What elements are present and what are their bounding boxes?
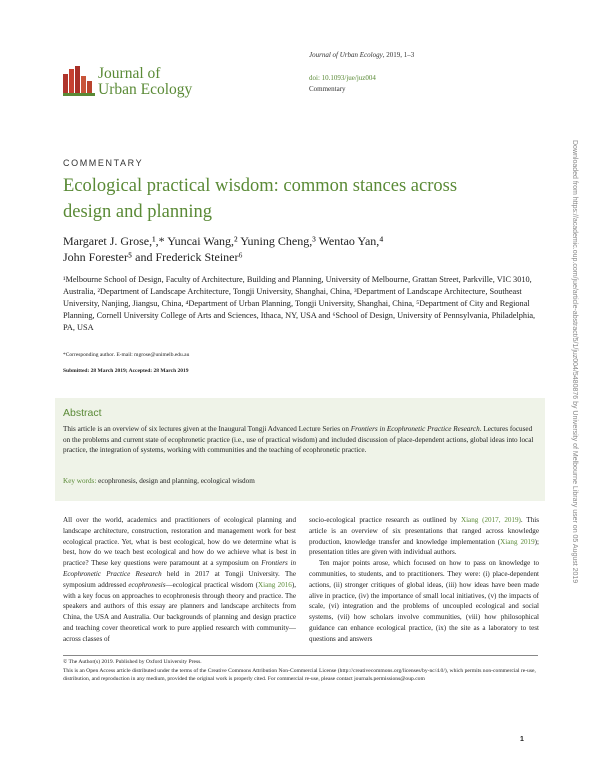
affiliations: ¹Melbourne School of Design, Faculty of Architecture, Building and Planning, University of Melbourne, Grattan Street, Parkville, VIC 3010, Australia, ²Department of Landscape Architecture, Tongji University, Shanghai, China, ³Department of Landscape Architecture, Southeast University, Nanjing, Jiangsu, China, ⁴Department of Urban Planning, Tongji University, Shanghai, China, ⁵Department of City and Regional Planning, Cornell University College of Arts and Sciences, Ithaca, NY, USA and ⁶School of Design, University of Pennsylvania, Philadelphia, PA, USA bbox=[63, 275, 536, 332]
authors-line-2: John Forester⁵ and Frederick Steiner⁶ bbox=[63, 250, 243, 264]
logo-line-1: Journal of bbox=[98, 65, 161, 82]
keywords bbox=[63, 477, 255, 485]
paragraph: Ten major points arose, which focused on how to pass on knowledge to communities, to students, and to practitioners. They were: (i) place-dependent actions, (ii) stronger critiques of global ideas, (iii) how ideas have been made alive in practice, (iv) the importance of small local initiatives, (v) the impacts of scale, (vi) integration and the problems of uncoupled ecological and social systems, (vii) how scholars involve communities, (viii) how philosophical guidance can enhance ecological practice, (ix) the site as a laboratory to test questions and answers bbox=[309, 559, 539, 643]
article-type: Commentary bbox=[309, 85, 346, 93]
section-label: COMMENTARY bbox=[63, 158, 144, 168]
citation-rest: , 2019, 1–3 bbox=[382, 51, 415, 59]
article-title: Ecological practical wisdom: common stances across design and planning bbox=[63, 176, 458, 222]
citation-link[interactable]: Xiang 2016 bbox=[258, 580, 292, 589]
license-text: This is an Open Access article distributed under the terms of the Creative Commons Attribution Non-Commercial License (http://creativecommons.org/licenses/by-nc/4.0/), which permits non-commercial re-use, distribution, and reproduction in any medium, provided the original work is properly cited. For commercial re-use, please contact journals.permissions@oup.com bbox=[63, 667, 536, 682]
body-column-1: All over the world, academics and practitioners of ecological planning and landscape architecture, construction, restoration and management work for best ecological practice. Yet, what is best ecological, how do we determine what is best, how do we teach best ecological and how do we achieve what is best in practice? These key questions were paramount at a symposium on Frontiers in Ecophronetic Practice Research held in 2017 at Tongji University. The symposium addressed ecophronesis—ecological practical wisdom (Xiang 2016), with a key focus on approaches to ecophronesis through theory and practice. The speakers and authors of this essay are planners and landscape architects from China, the USA and Australia. Our backgrounds of planning and design practice and teaching cover theoretical work to pure applied research with community—across classes of bbox=[63, 516, 296, 643]
citation-link[interactable]: Xiang 2019 bbox=[500, 537, 535, 546]
body-column-2: socio-ecological practice research as outlined by Xiang (2017, 2019). This article is an overview of six presentations that ranged across knowledge production, knowledge transfer and knowledge implementation (Xiang 2019); presentation titles are given with individual authors. Ten major points arose, which focused on how to pass on knowledge to communities, to students, and to practitioners. They were: (i) place-dependent actions, (ii) stronger critiques of global ideas, (iii) how ideas have been made alive in practice, (iv) the importance of small local initiatives, (v) the impacts of scale, (vi) integration and the problems of uncoupled ecological and social systems, (vii) how scholars involve communities, (viii) how philosophical guidance can enhance ecological practice, (ix) the site as a laboratory to test questions and answers bbox=[309, 516, 540, 643]
abstract-heading: Abstract bbox=[63, 407, 102, 419]
author-list bbox=[63, 233, 503, 265]
abstract-text: This article is an overview of six lectures given at the Inaugural Tongji Advanced Lecture Series on Frontiers in Ecophronetic Practice Research. Lectures focused on the problems and current state of ecophronetic practice (i.e., use of practical wisdom) and included discussion of place-dependent actions, global ideas into local practice, the integration of systems, working with communities and the teaching of ecophronetic practice. bbox=[63, 425, 534, 454]
citation-block bbox=[309, 50, 414, 95]
doi-link[interactable]: doi: 10.1093/jue/juz004 bbox=[309, 74, 376, 82]
keywords-label: Key words: bbox=[63, 477, 97, 485]
footer-divider bbox=[63, 655, 538, 656]
citation-link[interactable]: Xiang (2017, 2019) bbox=[460, 516, 521, 524]
journal-logo-text bbox=[98, 66, 192, 98]
copyright-line: © The Author(s) 2019. Published by Oxford University Press. bbox=[63, 659, 202, 665]
download-watermark: Downloaded from https://academic.oup.com/jue/article-abstract/5/1/juz004/5480876 by University of Melbourne Library user on 05 August 2019 bbox=[571, 140, 578, 584]
logo-line-2: Urban Ecology bbox=[98, 81, 193, 98]
keywords-list: ecophronesis, design and planning, ecological wisdom bbox=[98, 477, 255, 485]
page-number: 1 bbox=[520, 736, 524, 743]
corresponding-author: *Corresponding author. E-mail: mgrose@unimelb.edu.au bbox=[63, 352, 190, 358]
submission-dates: Submitted: 28 March 2019; Accepted: 28 March 2019 bbox=[63, 368, 189, 374]
license-footer bbox=[63, 658, 543, 684]
authors-line-1: Margaret J. Grose,¹,* Yuncai Wang,² Yuning Cheng,³ Wentao Yan,⁴ bbox=[63, 234, 384, 248]
citation-journal: Journal of Urban Ecology bbox=[309, 51, 383, 59]
journal-logo-icon bbox=[63, 66, 95, 96]
